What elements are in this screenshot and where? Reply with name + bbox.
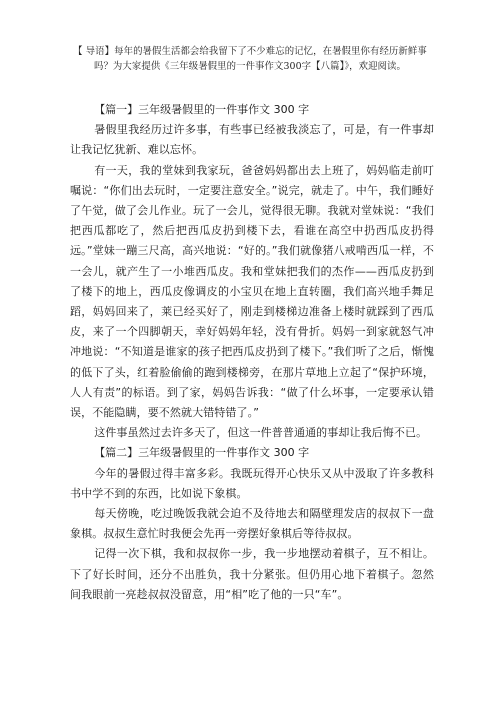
article1-paragraph-3: 这件事虽然过去许多天了，但这一件普普通通的事却让我后悔不已。 [94,426,428,440]
article2-heading: 【篇二】三年级暑假里的一件事作文 300 字 [94,446,310,460]
article1-paragraph-1: 暑假里我经历过许多事，有些事已经被我淡忘了，可是，有一件事却让我记忆犹新、难以忘怀。 [70,123,434,157]
article2-paragraph-1: 今年的暑假过得丰富多彩。我既玩得开心快乐又从中汲取了许多教科书中学不到的东西，比如说下象棋。 [70,466,434,500]
article1-paragraph-2: 有一天，我的堂妹到我家玩，爸爸妈妈都出去上班了，妈妈临走前叮嘱说：“你们出去玩时，一定要注意安全。”说完，就走了。中午，我们睡好了午觉，做了会儿作业。玩了一会儿，觉得很无聊。我就对堂妹说：“我们把西瓜都吃了，然后把西瓜皮扔到楼下去，看谁在高空中扔西瓜皮扔得远。”堂妹一蹦三尺高，高兴地说：“好的。”我们就像猪八戒啃西瓜一样，不一会儿，就产生了一小堆西瓜皮。我和堂妹把我们的杰作——西瓜皮扔到了楼下的地上，西瓜皮像调皮的小宝贝在地上直转圈，我们高兴地手舞足蹈，妈妈回来了，莱已经买好了，刚走到楼梯边准备上楼时就踩到了西瓜皮，来了一个四脚朝天，幸好妈妈年轻，没有骨折。妈妈一到家就怒气冲冲地说：“不知道是谁家的孩子把西瓜皮扔到了楼下。”我们听了之后，惭愧的低下了头，红着脸偷偷的跑到楼梯旁，在那片草地上立起了“保护环境，人人有责”的标语。到了家，妈妈告诉我：“做了什么坏事，一定要承认错误，不能隐瞒，要不然就大错特错了。” [70,163,434,420]
article2-paragraph-3: 记得一次下棋，我和叔叔你一步，我一步地摆动着棋子，互不相让。下了好长时间，还分不出胜负，我十分紧张。但仍用心地下着棋子。忽然间我眼前一亮趁叔叔没留意，用“相”吃了他的一只“车”。 [70,547,434,601]
article-body [70,100,434,605]
guide-intro: 【 导语】每年的暑假生活都会给我留下了不少难忘的记忆，在暑假里你有经历新鲜事吗？为大家提供《三年级暑假里的一件事作文300字【八篇】》，欢迎阅读。 [73,46,427,72]
article2-paragraph-2: 每天傍晚，吃过晚饭我就会迫不及待地去和隔壁理发店的叔叔下一盘象棋。叔叔生意忙时我便会先再一旁摆好象棋后等待叔叔。 [70,507,434,541]
article1-heading: 【篇一】三年级暑假里的一件事作文 300 字 [94,103,310,116]
